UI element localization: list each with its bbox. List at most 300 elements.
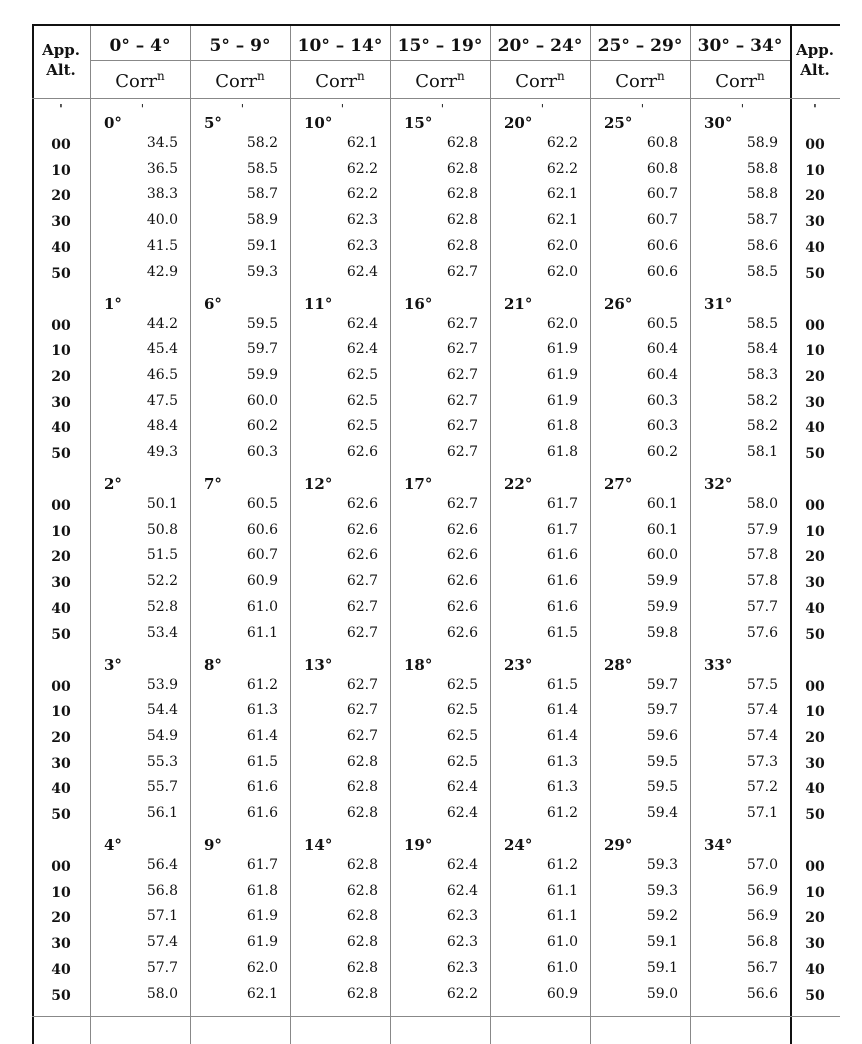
correction-value: 62.8 [446,160,478,177]
correction-value: 61.0 [546,959,578,976]
correction-value: 62.8 [346,882,378,899]
correction-value: 57.5 [746,676,778,693]
correction-value: 62.8 [346,959,378,976]
app-alt-minutes-left: 40 [51,600,71,617]
correction-value: 60.9 [246,573,278,590]
correction-value: 57.3 [746,753,778,770]
degree-label: 10° [304,114,333,132]
correction-value: 60.3 [646,418,678,435]
correction-value: 59.9 [246,366,278,383]
correction-value: 59.3 [246,263,278,280]
app-alt-minutes-left: 10 [51,884,71,901]
corr-label [690,69,790,92]
correction-value: 60.0 [246,392,278,409]
corr-superscript: n [657,69,665,83]
corr-label [590,69,690,92]
correction-value: 56.7 [746,959,778,976]
correction-value: 62.0 [546,237,578,254]
correction-value: 60.8 [646,135,678,151]
app-alt-minutes-left: 10 [51,162,71,179]
correction-value: 62.5 [446,727,478,744]
app-alt-minutes-left: 20 [51,729,71,746]
correction-value: 62.2 [346,186,378,203]
degree-label: 9° [204,836,222,854]
corr-text: Corr [115,71,158,92]
correction-value: 62.5 [346,418,378,435]
correction-value: 57.9 [746,521,778,538]
degree-range-header: 0° – 4° [109,36,171,56]
correction-value: 40.0 [146,212,178,229]
app-alt-minutes-right: 50 [805,987,825,1004]
correction-value: 59.1 [646,959,678,976]
correction-value: 52.2 [146,573,178,590]
correction-value: 61.6 [546,598,578,615]
correction-value: 57.7 [746,598,778,615]
corr-superscript: n [457,69,465,83]
degree-range-header: 15° – 19° [397,36,483,56]
correction-value: 61.7 [546,496,578,512]
app-alt-minutes-left: 40 [51,420,71,437]
degree-range-header: 20° – 24° [497,36,583,56]
correction-value: 60.5 [246,496,278,512]
correction-value: 62.8 [346,753,378,770]
correction-value: 56.4 [146,857,178,873]
correction-value: 61.9 [246,934,278,951]
degree-label: 33° [704,655,733,674]
app-alt-minutes-right: 20 [805,729,825,746]
correction-value: 60.9 [546,985,578,1002]
correction-value: 62.6 [446,624,478,641]
app-alt-minutes-left: 20 [51,910,71,927]
app-alt-minutes-right: 40 [805,239,825,256]
correction-value: 56.1 [146,805,178,821]
corr-text: Corr [315,71,358,92]
app-alt-minutes-right: 50 [805,626,825,643]
correction-value: 58.6 [746,237,778,254]
correction-value: 62.3 [346,237,378,254]
correction-value: 59.7 [646,676,678,693]
correction-value: 57.0 [746,857,778,873]
app-alt-minutes-right: 20 [805,368,825,385]
minute-mark: ' [440,102,444,116]
degree-label: 25° [604,114,633,132]
corr-text: Corr [615,71,658,92]
app-alt-minutes-right: 20 [805,910,825,927]
correction-value: 61.1 [546,882,578,899]
correction-value: 62.7 [346,624,378,641]
app-alt-minutes-left: 20 [51,549,71,566]
degree-label: 17° [404,475,433,493]
correction-value: 59.5 [246,315,278,332]
correction-value: 62.6 [346,444,378,460]
correction-value: 57.4 [146,934,178,951]
correction-value: 57.4 [746,727,778,744]
degree-range-header: 25° – 29° [597,36,683,56]
corr-label [90,69,190,92]
correction-value: 61.4 [546,727,578,744]
app-alt-minutes-left: 00 [51,498,71,514]
correction-value: 60.6 [646,237,678,254]
correction-value: 62.7 [446,341,478,358]
correction-value: 48.4 [146,418,178,435]
correction-value: 62.0 [546,315,578,332]
minute-mark: ' [540,102,544,116]
correction-value: 62.4 [446,882,478,899]
correction-value: 54.4 [146,702,178,719]
app-alt-minutes-right: 30 [805,936,825,953]
correction-value: 62.7 [446,418,478,435]
correction-value: 62.8 [346,934,378,951]
app-alt-minutes-left: 00 [51,317,71,334]
app-alt-minutes-right: 10 [805,704,825,721]
correction-value: 62.2 [546,135,578,151]
range-underline [90,60,790,61]
correction-value: 58.1 [746,444,778,460]
degree-label: 18° [404,655,433,674]
correction-value: 62.8 [346,779,378,796]
correction-value: 61.1 [546,908,578,925]
correction-value: 61.8 [546,418,578,435]
correction-value: 60.4 [646,341,678,358]
correction-value: 62.4 [346,263,378,280]
correction-value: 61.9 [546,392,578,409]
degree-label: 6° [204,294,222,313]
correction-value: 62.1 [346,135,378,151]
correction-value: 62.8 [346,857,378,873]
app-alt-minutes-right: 50 [805,265,825,282]
app-alt-minutes-right: 20 [805,188,825,205]
correction-value: 58.5 [746,315,778,332]
correction-value: 58.0 [146,985,178,1002]
correction-value: 61.5 [546,676,578,693]
app-alt-minutes-left: 30 [51,394,71,411]
correction-value: 62.6 [346,496,378,512]
corr-superscript: n [157,69,165,83]
correction-value: 62.2 [446,985,478,1002]
minute-mark: ' [240,102,244,116]
correction-value: 50.1 [146,496,178,512]
minute-mark: ' [813,102,817,116]
altitude-correction-table [32,24,840,1044]
correction-value: 61.5 [546,624,578,641]
correction-value: 62.7 [346,727,378,744]
app-alt-minutes-left: 30 [51,755,71,772]
minute-mark: ' [140,102,144,116]
app-alt-minutes-left: 20 [51,188,71,205]
degree-label: 16° [404,294,433,313]
degree-label: 23° [504,655,533,674]
correction-value: 36.5 [146,160,178,177]
correction-value: 59.9 [646,598,678,615]
degree-label: 26° [604,294,633,313]
app-alt-minutes-left: 40 [51,781,71,798]
corr-text: Corr [215,71,258,92]
minute-mark: ' [340,102,344,116]
degree-label: 0° [104,114,122,132]
app-alt-minutes-left: 10 [51,523,71,540]
correction-value: 46.5 [146,366,178,383]
correction-value: 58.9 [746,135,778,151]
corr-superscript: n [557,69,565,83]
degree-label: 3° [104,655,122,674]
correction-value: 62.4 [446,805,478,821]
correction-value: 62.3 [446,908,478,925]
app-alt-minutes-left: 30 [51,936,71,953]
correction-value: 47.5 [146,392,178,409]
correction-value: 62.1 [246,985,278,1002]
degree-range-header: 5° – 9° [209,36,271,56]
app-alt-minutes-right: 30 [805,214,825,231]
correction-value: 62.5 [346,392,378,409]
correction-value: 60.7 [646,186,678,203]
app-alt-minutes-right: 10 [805,343,825,360]
correction-value: 53.4 [146,624,178,641]
correction-value: 62.3 [346,212,378,229]
top-rule [32,24,840,26]
correction-value: 58.0 [746,496,778,512]
correction-value: 56.9 [746,882,778,899]
correction-value: 58.5 [746,263,778,280]
corr-text: Corr [415,71,458,92]
app-alt-minutes-left: 40 [51,239,71,256]
correction-value: 61.3 [546,779,578,796]
app-alt-minutes-right: 40 [805,781,825,798]
correction-value: 61.2 [246,676,278,693]
app-alt-minutes-left: 20 [51,368,71,385]
corr-label [390,69,490,92]
app-alt-minutes-right: 50 [805,807,825,823]
correction-value: 62.4 [346,341,378,358]
correction-value: 45.4 [146,341,178,358]
correction-value: 62.7 [446,263,478,280]
app-alt-minutes-right: 30 [805,575,825,592]
app-alt-minutes-left: 50 [51,987,71,1004]
app-alt-minutes-right: 40 [805,420,825,437]
correction-value: 62.7 [446,315,478,332]
correction-value: 38.3 [146,186,178,203]
corr-superscript: n [357,69,365,83]
correction-value: 60.8 [646,160,678,177]
degree-label: 31° [704,294,733,313]
header-rule [32,98,840,99]
correction-value: 60.1 [646,521,678,538]
correction-value: 60.2 [246,418,278,435]
correction-value: 59.4 [646,805,678,821]
correction-value: 62.6 [446,598,478,615]
correction-value: 59.3 [646,882,678,899]
app-alt-minutes-right: 10 [805,884,825,901]
correction-value: 61.6 [246,805,278,821]
correction-value: 44.2 [146,315,178,332]
correction-value: 58.5 [246,160,278,177]
correction-value: 62.6 [446,547,478,564]
correction-value: 62.7 [446,392,478,409]
degree-label: 32° [704,475,733,493]
correction-value: 62.7 [346,676,378,693]
correction-value: 61.5 [246,753,278,770]
degree-label: 7° [204,475,222,493]
correction-value: 58.8 [746,186,778,203]
corr-label [190,69,290,92]
correction-value: 61.6 [246,779,278,796]
corr-superscript: n [257,69,265,83]
correction-value: 53.9 [146,676,178,693]
app-alt-minutes-right: 30 [805,755,825,772]
correction-value: 60.3 [246,444,278,460]
correction-value: 62.4 [446,779,478,796]
app-alt-minutes-left: 00 [51,859,71,875]
app-alt-minutes-left: 30 [51,214,71,231]
correction-value: 62.8 [446,135,478,151]
degree-label: 11° [304,294,333,313]
correction-value: 61.1 [246,624,278,641]
correction-value: 41.5 [146,237,178,254]
app-alt-minutes-left: 50 [51,265,71,282]
correction-value: 52.8 [146,598,178,615]
correction-value: 49.3 [146,444,178,460]
corr-label [490,69,590,92]
correction-value: 56.8 [746,934,778,951]
degree-label: 13° [304,655,333,674]
app-alt-minutes-right: 40 [805,961,825,978]
app-alt-minutes-left: 50 [51,626,71,643]
correction-value: 62.6 [346,547,378,564]
correction-value: 60.5 [646,315,678,332]
correction-value: 62.2 [546,160,578,177]
app-alt-minutes-left: 40 [51,961,71,978]
correction-value: 57.6 [746,624,778,641]
app-alt-minutes-left: 00 [51,678,71,695]
correction-value: 59.5 [646,753,678,770]
correction-value: 61.0 [246,598,278,615]
correction-value: 61.3 [546,753,578,770]
correction-value: 59.0 [646,985,678,1002]
correction-value: 60.7 [246,547,278,564]
app-alt-minutes-right: 20 [805,549,825,566]
correction-value: 62.7 [346,573,378,590]
correction-value: 58.2 [746,392,778,409]
correction-value: 58.3 [746,366,778,383]
app-alt-minutes-right: 00 [805,678,825,695]
minute-mark: ' [640,102,644,116]
correction-value: 60.2 [646,444,678,460]
correction-value: 62.5 [446,702,478,719]
correction-value: 57.8 [746,547,778,564]
correction-value: 62.3 [446,934,478,951]
app-alt-minutes-left: 10 [51,343,71,360]
minute-mark: ' [740,102,744,116]
degree-label: 21° [504,294,533,313]
app-alt-label-left: App. Alt. [42,41,80,79]
degree-label: 22° [504,475,533,493]
correction-value: 58.7 [246,186,278,203]
correction-value: 57.4 [746,702,778,719]
corr-text: Corr [515,71,558,92]
correction-value: 54.9 [146,727,178,744]
correction-value: 55.3 [146,753,178,770]
degree-label: 19° [404,836,433,854]
correction-value: 60.4 [646,366,678,383]
correction-value: 58.4 [746,341,778,358]
correction-value: 61.4 [246,727,278,744]
app-alt-minutes-left: 50 [51,807,71,823]
correction-value: 59.2 [646,908,678,925]
correction-value: 62.4 [346,315,378,332]
correction-value: 59.5 [646,779,678,796]
correction-value: 61.9 [246,908,278,925]
correction-value: 62.3 [446,959,478,976]
correction-value: 57.7 [146,959,178,976]
correction-value: 62.8 [446,237,478,254]
corr-text: Corr [715,71,758,92]
correction-value: 62.5 [446,753,478,770]
correction-value: 58.7 [746,212,778,229]
correction-value: 56.6 [746,985,778,1002]
correction-value: 60.1 [646,496,678,512]
app-alt-minutes-right: 40 [805,600,825,617]
correction-value: 51.5 [146,547,178,564]
app-alt-minutes-right: 10 [805,523,825,540]
correction-value: 56.8 [146,882,178,899]
correction-value: 62.8 [346,908,378,925]
degree-label: 30° [704,114,733,132]
correction-value: 59.7 [246,341,278,358]
degree-label: 8° [204,655,222,674]
correction-value: 55.7 [146,779,178,796]
correction-value: 50.8 [146,521,178,538]
correction-value: 61.4 [546,702,578,719]
app-alt-minutes-right: 50 [805,446,825,462]
degree-label: 28° [604,655,633,674]
corr-superscript: n [757,69,765,83]
correction-value: 62.0 [546,263,578,280]
correction-value: 60.0 [646,547,678,564]
correction-value: 61.7 [546,521,578,538]
correction-value: 61.8 [546,444,578,460]
correction-value: 59.7 [646,702,678,719]
correction-value: 62.1 [546,212,578,229]
correction-value: 62.1 [546,186,578,203]
correction-value: 61.6 [546,547,578,564]
minute-mark: ' [59,102,63,116]
app-alt-minutes-left: 30 [51,575,71,592]
correction-value: 58.2 [246,135,278,151]
correction-value: 56.9 [746,908,778,925]
correction-value: 60.6 [646,263,678,280]
degree-label: 2° [104,475,122,493]
correction-value: 58.9 [246,212,278,229]
correction-value: 59.1 [246,237,278,254]
degree-label: 14° [304,836,333,854]
correction-value: 58.2 [746,418,778,435]
correction-value: 60.3 [646,392,678,409]
correction-value: 61.8 [246,882,278,899]
correction-value: 62.0 [246,959,278,976]
correction-value: 62.7 [446,366,478,383]
correction-value: 62.2 [346,160,378,177]
degree-label: 1° [104,294,122,313]
degree-label: 12° [304,475,333,493]
correction-value: 34.5 [146,135,178,151]
correction-value: 62.7 [446,444,478,460]
correction-value: 62.8 [346,985,378,1002]
degree-label: 20° [504,114,533,132]
correction-value: 61.2 [546,857,578,873]
correction-value: 62.4 [446,857,478,873]
correction-value: 60.6 [246,521,278,538]
app-alt-minutes-left: 00 [51,137,71,153]
correction-value: 61.3 [246,702,278,719]
